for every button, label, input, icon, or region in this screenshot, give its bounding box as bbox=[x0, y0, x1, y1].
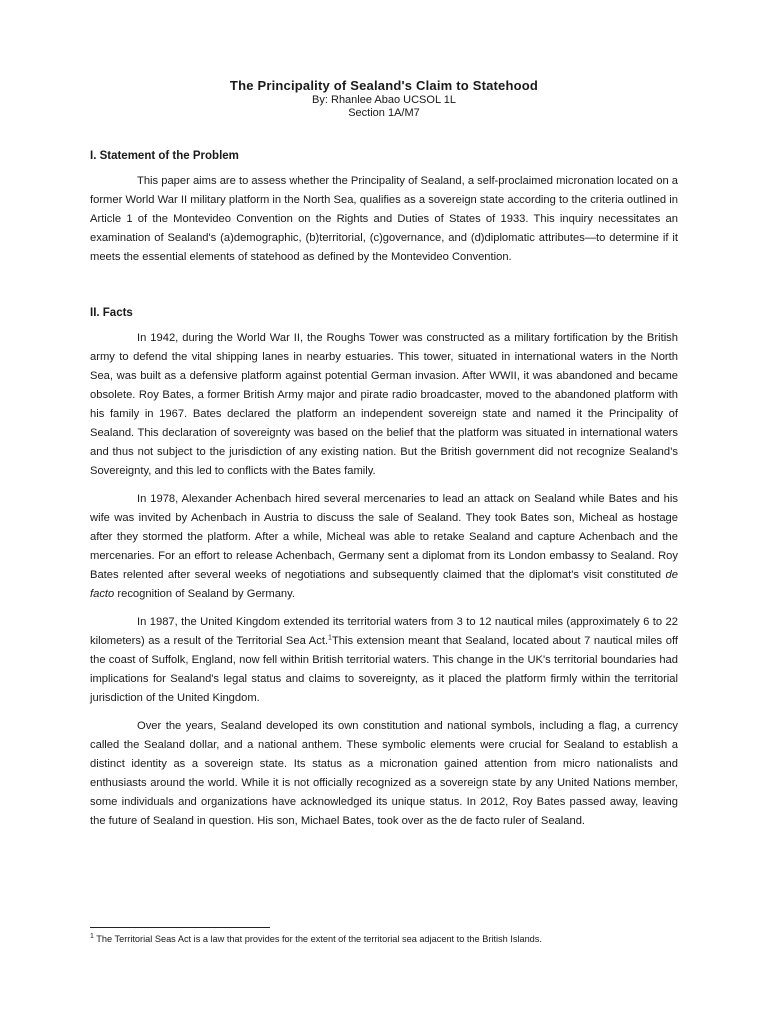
paragraph-facts-2 bbox=[90, 490, 678, 604]
heading-statement-of-problem: I. Statement of the Problem bbox=[90, 150, 239, 162]
section-label: Section 1A/M7 bbox=[348, 107, 420, 119]
document-page bbox=[90, 78, 678, 831]
paragraph-facts-3-text-a: In 1987, the United Kingdom extended its territorial waters from 3 to 12 nautical miles (approximately 6 to 22 kilometers) as a result of the Territorial Sea Act. bbox=[90, 616, 678, 647]
paragraph-facts-3 bbox=[90, 613, 678, 708]
footnote-text: The Territorial Seas Act is a law that provides for the extent of the territorial sea adjacent to the British Islands. bbox=[93, 934, 542, 944]
paragraph-facts-2-text-a: In 1978, Alexander Achenbach hired several mercenaries to lead an attack on Sealand while Bates and his wife was invited by Achenbach in Austria to discuss the sale of Sealand. They took Bates son, Micheal as hostage after they stormed the platform. After a while, Micheal was able to retake Sealand and capture Achenbach and the mercenaries. For an effort to release Achenbach, Germany sent a diplomat from its London embassy to Sealand. Roy Bates relented after several weeks of negotiations and subsequently claimed that the diplomat's visit constituted bbox=[90, 493, 678, 581]
document-title: The Principality of Sealand's Claim to Statehood bbox=[229, 78, 539, 93]
author-byline: By: Rhanlee Abao UCSOL 1L bbox=[312, 94, 456, 106]
heading-facts: II. Facts bbox=[90, 307, 133, 319]
footnote-marker: 1 bbox=[90, 932, 94, 940]
italic-de-facto: de facto bbox=[90, 569, 678, 600]
footnote bbox=[90, 933, 690, 945]
paragraph-facts-4: Over the years, Sealand developed its own constitution and national symbols, including a flag, a currency called the Sealand dollar, and a national anthem. These symbolic elements were crucial for Sealand to establish a distinct identity as a sovereign state. Its status as a micronation gained attention from micro nationalists and enthusiasts around the world. While it is not officially recognized as a sovereign state by any United Nations member, some individuals and organizations have acknowledged its unique status. In 2012, Roy Bates passed away, leaving the future of Sealand in question. His son, Michael Bates, took over as the de facto ruler of Sealand. bbox=[90, 720, 678, 827]
paragraph-facts-1: In 1942, during the World War II, the Roughs Tower was constructed as a military fortification by the British army to defend the vital shipping lanes in nearby estuaries. This tower, situated in international waters in the North Sea, was built as a defensive platform against potential German invasion. After WWII, it was abandoned and became obsolete. Roy Bates, a former British Army major and pirate radio broadcaster, moved to the abandoned platform with his family in 1967. Bates declared the platform an independent sovereign state and named it the Principality of Sealand. This declaration of sovereignty was based on the belief that the platform was situated in international waters and thus not subject to the jurisdiction of any existing nation. But the British government did not recognize Sealand’s Sovereignty, and this led to conflicts with the Bates family. bbox=[90, 332, 678, 477]
paragraph-facts-3-text-b: This extension meant that Sealand, located about 7 nautical miles off the coast of Suffolk, England, now fell within British territorial waters. This change in the UK's territorial boundaries had implications for Sealand's legal status and claims to sovereignty, as it placed the platform firmly within the territorial jurisdiction of the United Kingdom. bbox=[90, 635, 678, 704]
footnote-divider bbox=[90, 927, 270, 928]
paragraph-statement: This paper aims are to assess whether the Principality of Sealand, a self-proclaimed micronation located on a former World War II military platform in the North Sea, qualifies as a sovereign state according to the criteria outlined in Article 1 of the Montevideo Convention on the Rights and Duties of States of 1933. This inquiry necessitates an examination of Sealand's (a)demographic, (b)territorial, (c)governance, and (d)diplomatic attributes—to determine if it meets the essential elements of statehood as defined by the Montevideo Convention. bbox=[90, 175, 679, 263]
paragraph-facts-2-text-b: recognition of Sealand by Germany. bbox=[114, 588, 296, 600]
footnote-reference[interactable]: 1 bbox=[328, 634, 332, 642]
